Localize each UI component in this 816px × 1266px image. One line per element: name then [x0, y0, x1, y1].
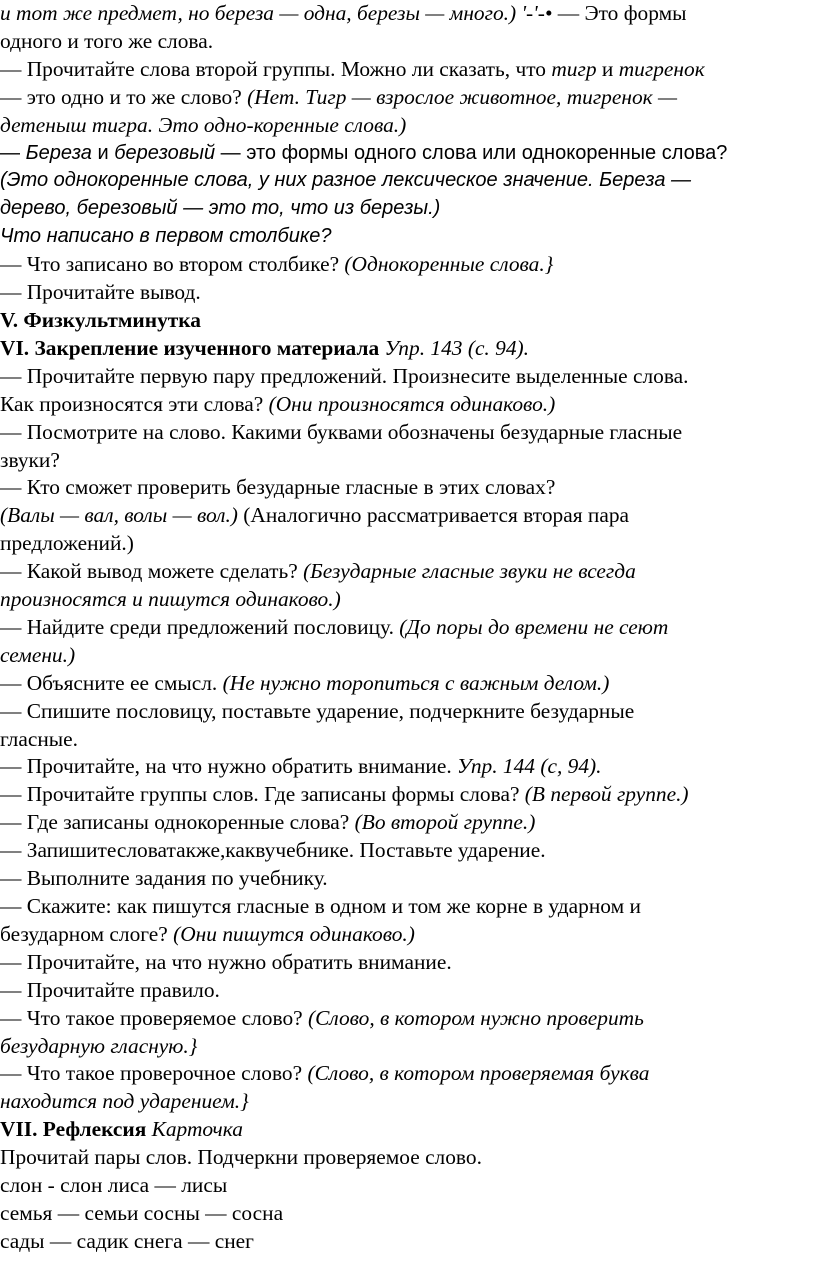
text-line [0, 837, 808, 865]
text-segment: — Выполните задания по учебнику. [0, 866, 328, 891]
text-line [0, 223, 808, 251]
italic-answer-text: дерево, березовый — это то, что из березы.) [0, 197, 441, 220]
italic-answer-text: (Слово, в котором нужно проверить [307, 1005, 644, 1030]
text-line [0, 977, 808, 1005]
text-line [0, 893, 808, 921]
italic-answer-text: Упр. 143 (с. 94). [384, 335, 529, 360]
text-line [0, 167, 808, 195]
italic-answer-text: находится под ударением.} [0, 1089, 249, 1114]
italic-answer-text: тигренок [618, 56, 705, 81]
text-line [0, 0, 808, 28]
text-segment: — Что такое проверочное слово? [0, 1061, 308, 1086]
italic-answer-text: березовый [114, 141, 216, 164]
italic-answer-text: (Слово, в котором проверяемая буква [307, 1061, 650, 1086]
italic-answer-text: тигр [551, 56, 597, 81]
text-line [0, 279, 808, 307]
text-segment: сады — садик снега — снег [0, 1228, 254, 1253]
text-line [0, 195, 808, 223]
italic-answer-text: безударную гласную.} [0, 1033, 198, 1058]
text-line [0, 1005, 808, 1033]
italic-answer-text: (До поры до времени не сеют [399, 614, 669, 639]
text-segment: — [0, 141, 26, 164]
text-line [0, 419, 808, 447]
text-line [0, 586, 808, 614]
text-line [0, 726, 808, 754]
text-line [0, 335, 808, 363]
text-segment: Как произносятся эти слова? [0, 391, 269, 416]
text-segment: — Прочитайте вывод. [0, 280, 201, 305]
text-segment: — Прочитайте, на что нужно обратить внимание. [0, 949, 452, 974]
text-line [0, 1060, 808, 1088]
text-segment: звуки? [0, 447, 60, 472]
text-segment: — Прочитайте, на что нужно обратить внимание. [0, 754, 458, 779]
text-line [0, 1172, 808, 1200]
italic-answer-text: (Во второй группе.) [354, 810, 536, 835]
text-line [0, 1116, 808, 1144]
italic-answer-text: Что написано в первом столбике? [0, 225, 332, 248]
text-segment: предложений.) [0, 531, 134, 556]
text-line [0, 1088, 808, 1116]
text-line [0, 642, 808, 670]
text-segment: — Прочитайте группы слов. Где записаны формы слова? [0, 782, 525, 807]
text-segment: — Что записано во втором столбике? [0, 252, 345, 277]
text-line [0, 28, 808, 56]
text-segment: одного и того же слова. [0, 28, 214, 53]
text-line [0, 949, 808, 977]
italic-answer-text: Упр. 144 (с, 94). [457, 754, 602, 779]
text-line [0, 670, 808, 698]
text-segment: гласные. [0, 726, 79, 751]
text-line [0, 307, 808, 335]
text-segment: семья — семьи сосны — сосна [0, 1200, 284, 1225]
text-segment: — Какой вывод можете сделать? [0, 559, 304, 584]
text-line [0, 558, 808, 586]
italic-answer-text: (Безударные гласные звуки не всегда [303, 559, 636, 584]
italic-answer-text: (Однокоренные слова.} [344, 252, 554, 277]
text-line [0, 809, 808, 837]
text-line [0, 251, 808, 279]
text-line [0, 698, 808, 726]
text-segment: — Запишитесловатакже,каквучебнике. Поставьте ударение. [0, 838, 546, 863]
text-line [0, 1200, 808, 1228]
text-line [0, 865, 808, 893]
text-segment: и [596, 56, 619, 81]
text-segment: (Аналогично рассматривается вторая пара [237, 503, 630, 528]
text-segment: — Где записаны однокоренные слова? [0, 810, 355, 835]
italic-answer-text: (Они пишутся одинаково.) [173, 921, 415, 946]
italic-answer-text: семени.) [0, 642, 76, 667]
text-line [0, 84, 808, 112]
heading-text: VII. Рефлексия [0, 1117, 147, 1142]
text-segment: — Прочитайте слова второй группы. Можно ли сказать, что [0, 56, 552, 81]
italic-answer-text: (Они произносятся одинаково.) [268, 391, 556, 416]
text-line [0, 363, 808, 391]
italic-answer-text: произносятся и пишутся одинаково.) [0, 587, 341, 612]
text-line [0, 391, 808, 419]
text-line [0, 1033, 808, 1061]
text-segment: — Прочитайте первую пару предложений. Произнесите выделенные слова. [0, 363, 689, 388]
text-segment: — Спишите пословицу, поставьте ударение, подчеркните безударные [0, 698, 635, 723]
text-segment: — Посмотрите на слово. Какими буквами обозначены безударные гласные [0, 419, 683, 444]
heading-text: V. Физкультминутка [0, 307, 201, 332]
text-segment: — Скажите: как пишутся гласные в одном и том же корне в ударном и [0, 894, 641, 918]
italic-answer-text: (Не нужно торопиться с важным делом.) [222, 670, 610, 695]
text-line [0, 1144, 808, 1172]
text-line [0, 474, 808, 502]
text-segment: слон - слон лиса — лисы [0, 1173, 228, 1198]
italic-answer-text: (В первой группе.) [524, 782, 689, 807]
text-line [0, 502, 808, 530]
text-segment: — Что такое проверяемое слово? [0, 1005, 308, 1030]
text-line [0, 56, 808, 84]
text-line [0, 447, 808, 475]
text-segment: безударном слоге? [0, 921, 174, 946]
italic-answer-text: Карточка [151, 1117, 243, 1142]
text-line [0, 530, 808, 558]
text-line [0, 753, 808, 781]
text-segment: — Объясните ее смысл. [0, 670, 223, 695]
italic-answer-text: (Это однокоренные слова, у них разное лексическое значение. Береза — [0, 169, 692, 192]
italic-answer-text: Береза [25, 141, 92, 164]
italic-answer-text: (Валы — вал, волы — вол.) [0, 503, 238, 528]
text-segment: Прочитай пары слов. Подчеркни проверяемое слово. [0, 1145, 482, 1170]
text-segment: — Это формы [552, 1, 687, 25]
heading-text: VI. Закрепление изученного материала [0, 335, 380, 360]
italic-answer-text: детеныш тигра. Это одно-коренные слова.) [0, 112, 407, 137]
text-segment: — это формы одного слова или однокоренные слова? [215, 141, 728, 164]
text-segment: — это одно и то же слово? [0, 84, 248, 109]
italic-answer-text: (Нет. Тигр — взрослое животное, тигренок — [247, 84, 678, 109]
text-segment: — Прочитайте правило. [0, 977, 220, 1002]
text-line [0, 1228, 808, 1256]
text-line [0, 614, 808, 642]
text-line [0, 112, 808, 140]
text-line [0, 781, 808, 809]
text-segment: — Кто сможет проверить безударные гласные в этих словах? [0, 475, 556, 500]
text-segment: — Найдите среди предложений пословицу. [0, 614, 400, 639]
italic-answer-text: и тот же предмет, но береза — одна, березы — много.) '-'-• [0, 1, 553, 25]
text-line [0, 921, 808, 949]
text-line [0, 140, 808, 168]
text-segment: и [91, 141, 115, 164]
